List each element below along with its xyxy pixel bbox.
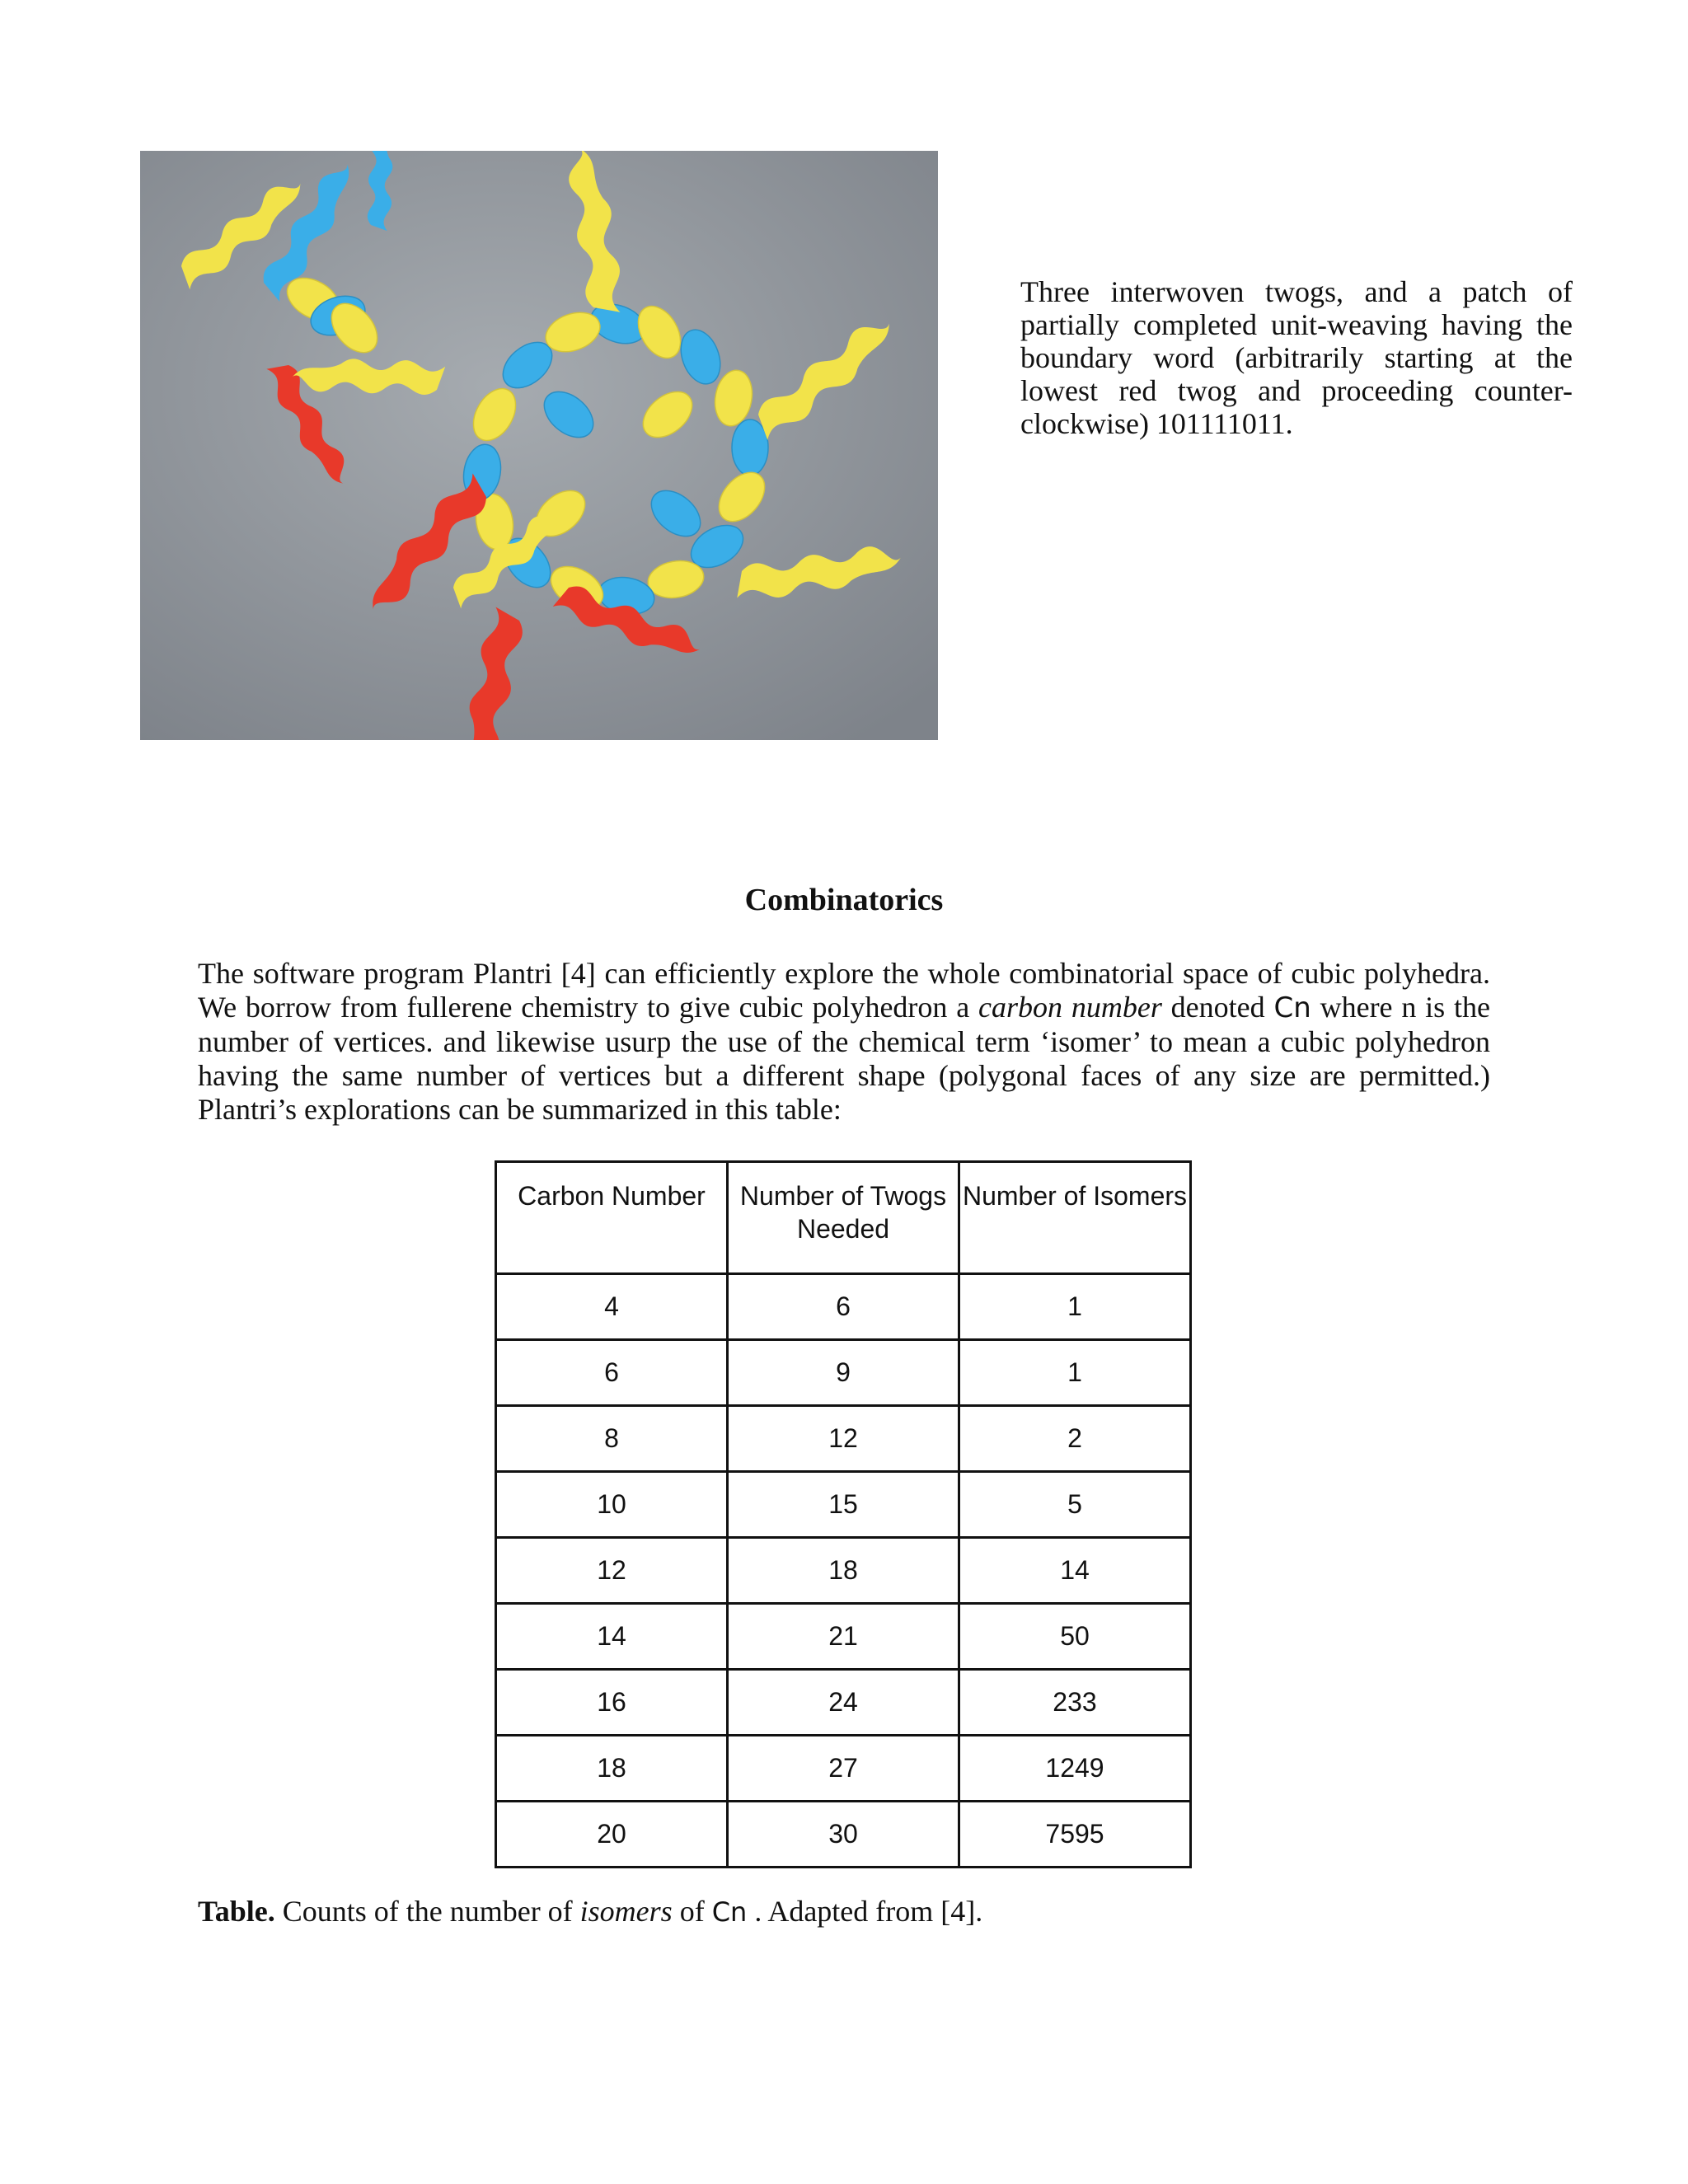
- table-row: [496, 1670, 1191, 1736]
- cell-twogs-needed: 15: [728, 1472, 959, 1538]
- header-twogs-needed: Number of Twogs Needed: [728, 1162, 959, 1274]
- cell-isomers: 1: [959, 1340, 1191, 1406]
- cell-twogs-needed: 12: [728, 1406, 959, 1472]
- cn-symbol: Cn: [1273, 991, 1311, 1024]
- cell-twogs-needed: 9: [728, 1340, 959, 1406]
- table-row: [496, 1406, 1191, 1472]
- isomer-count-table: [495, 1160, 1192, 1868]
- section-heading: Combinatorics: [744, 883, 944, 917]
- figure-caption: Three interwoven twogs, and a patch of partially completed unit-weaving having the boundary word (arbitrarily starting at the lowest red twog and proceeding counter-clockwise) 101111011.: [1020, 275, 1573, 440]
- cell-isomers: 7595: [959, 1802, 1191, 1868]
- cell-twogs-needed: 24: [728, 1670, 959, 1736]
- carbon-number-term: carbon number: [978, 991, 1162, 1024]
- cell-carbon-number: 6: [496, 1340, 728, 1406]
- cell-isomers: 1: [959, 1274, 1191, 1340]
- cell-isomers: 233: [959, 1670, 1191, 1736]
- table-caption-label: Table.: [198, 1895, 275, 1928]
- cell-twogs-needed: 18: [728, 1538, 959, 1604]
- header-carbon-number: Carbon Number: [496, 1162, 728, 1274]
- cell-isomers: 5: [959, 1472, 1191, 1538]
- table-row: [496, 1274, 1191, 1340]
- cell-carbon-number: 18: [496, 1736, 728, 1802]
- table-caption-isomers: isomers: [579, 1895, 673, 1928]
- cell-twogs-needed: 6: [728, 1274, 959, 1340]
- table-row: [496, 1538, 1191, 1604]
- cell-isomers: 1249: [959, 1736, 1191, 1802]
- cell-isomers: 14: [959, 1538, 1191, 1604]
- cell-carbon-number: 12: [496, 1538, 728, 1604]
- cell-twogs-needed: 30: [728, 1802, 959, 1868]
- table-caption-text-2: of: [672, 1895, 712, 1928]
- table-caption: [198, 1893, 1490, 1930]
- cell-carbon-number: 16: [496, 1670, 728, 1736]
- intro-text-3: where n is the number of vertices. and likewise usurp the use of the chemical term ‘isomer’ to mean a cubic polyhedron having the same number of vertices but a different shape (polygonal faces of any size are permitted.) Plantri’s explorations can be summarized in this table:: [198, 991, 1490, 1126]
- cell-carbon-number: 14: [496, 1604, 728, 1670]
- table-caption-cn-symbol: Cn: [711, 1896, 748, 1928]
- cell-isomers: 50: [959, 1604, 1191, 1670]
- table-row: [496, 1472, 1191, 1538]
- cell-carbon-number: 8: [496, 1406, 728, 1472]
- cell-carbon-number: 10: [496, 1472, 728, 1538]
- table-row: [496, 1802, 1191, 1868]
- intro-paragraph: [198, 957, 1490, 1127]
- table-caption-text-3: . Adapted from [4].: [747, 1895, 983, 1928]
- cell-carbon-number: 20: [496, 1802, 728, 1868]
- table-caption-text-1: Counts of the number of: [274, 1895, 580, 1928]
- table-row: [496, 1604, 1191, 1670]
- intro-text-1: The software program Plantri [4] can efficiently explore the whole combinatorial space of cubic polyhedra. We borrow from fullerene chemistry to give cubic polyhedron a: [198, 957, 1490, 1024]
- table-row: [496, 1736, 1191, 1802]
- table-row: [496, 1340, 1191, 1406]
- cell-twogs-needed: 27: [728, 1736, 959, 1802]
- cell-twogs-needed: 21: [728, 1604, 959, 1670]
- cell-carbon-number: 4: [496, 1274, 728, 1340]
- intro-text-2: denoted: [1161, 991, 1274, 1024]
- cell-isomers: 2: [959, 1406, 1191, 1472]
- twog-weaving-photo: [140, 151, 938, 740]
- header-isomers: Number of Isomers: [959, 1162, 1191, 1274]
- table-header-row: [496, 1162, 1191, 1274]
